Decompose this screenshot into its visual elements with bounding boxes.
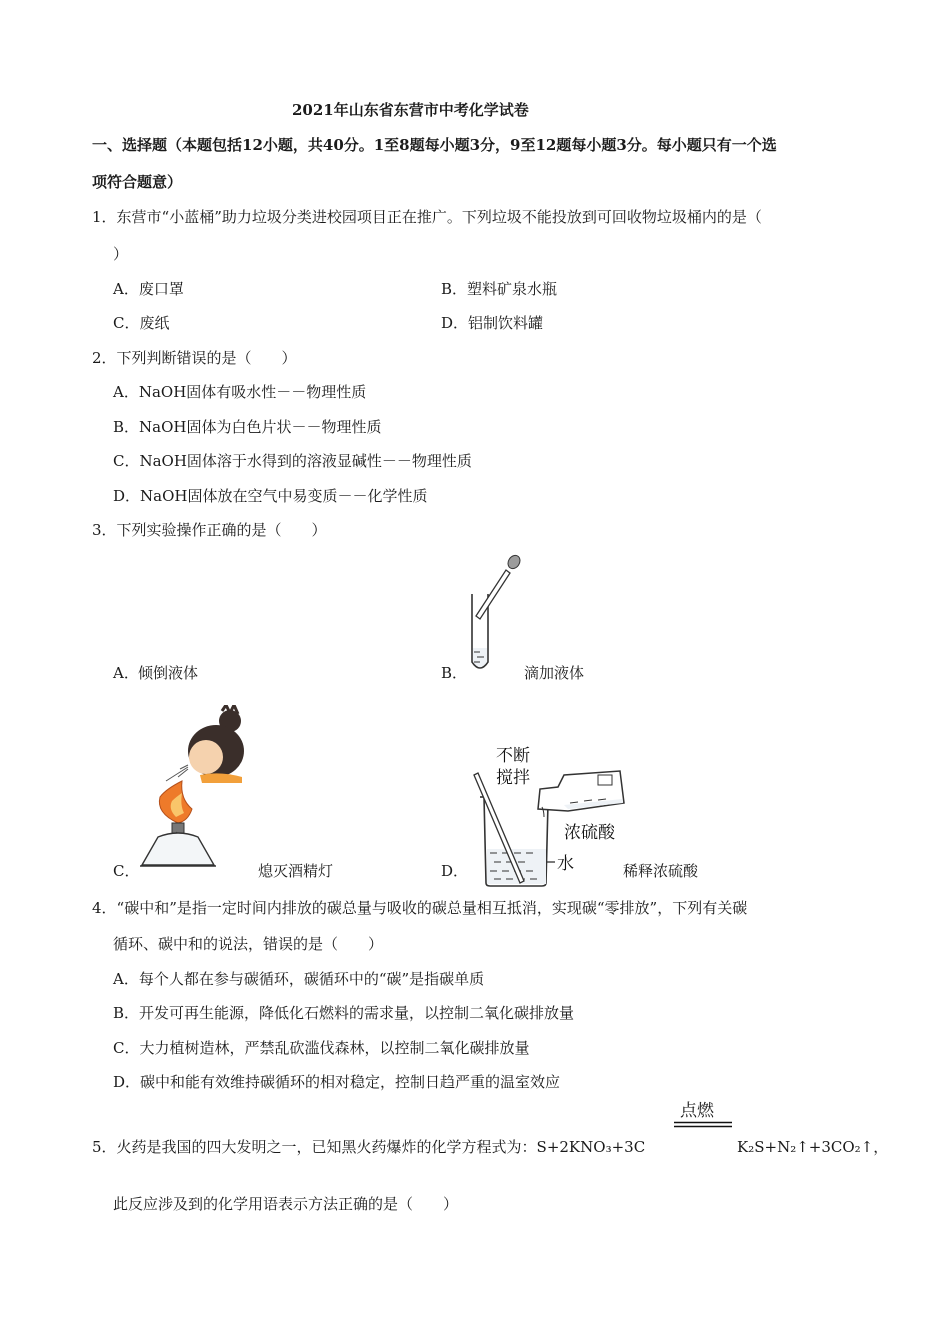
q4-option-c: C．大力植树造林，严禁乱砍滥伐森林，以控制二氧化碳排放量 [113,1039,530,1057]
q3-option-d-text: 稀释浓硫酸 [623,862,699,880]
dropper-test-tube-figure [462,552,542,677]
water-label: 水 [557,854,574,874]
q2-option-d: D．NaOH固体放在空气中易变质－－化学性质 [113,487,428,505]
q3-option-b-text: 滴加液体 [524,664,585,682]
stir-label-1: 不断 [496,746,530,766]
section-heading: 一、选择题（本题包括12小题，共40分。1至8题每小题3分，9至12题每小题3分。每小题只有一个选 [92,136,777,154]
acid-label: 浓硫酸 [564,823,615,843]
q1-option-a: A．废口罩 [113,280,184,298]
q4-option-b: B．开发可再生能源，降低化石燃料的需求量，以控制二氧化碳排放量 [113,1004,575,1022]
q1-stem-cont: ） [113,245,129,263]
q5-equation-products: K₂S+N₂↑+3CO₂↑， [737,1138,889,1156]
q3-option-a-text: 倾倒液体 [138,664,199,682]
q1-option-c: C．废纸 [113,314,170,332]
q2-option-b: B．NaOH固体为白色片状－－物理性质 [113,418,382,436]
q4-stem-cont: 循环、碳中和的说法，错误的是（ ） [113,935,384,953]
q3-option-c-label: C． [113,862,140,880]
reaction-condition: 点燃 [680,1101,714,1121]
equals-sign-figure [674,1121,734,1129]
q2-option-a: A．NaOH固体有吸水性－－物理性质 [113,383,367,401]
dilute-sulfuric-acid-figure [460,745,640,890]
q3-option-b-label: B． [441,664,468,682]
q3-option-d-label: D． [441,862,469,880]
q2-stem: 2．下列判断错误的是（ ） [92,349,297,367]
q5-stem: 5．火药是我国的四大发明之一，已知黑火药爆炸的化学方程式为：S+2KNO₃+3C [92,1138,646,1156]
q4-stem: 4．“碳中和”是指一定时间内排放的碳总量与吸收的碳总量相互抵消，实现碳“零排放”，下列有关碳 [92,899,748,917]
q2-option-c: C．NaOH固体溶于水得到的溶液显碱性－－物理性质 [113,452,472,470]
q3-stem: 3．下列实验操作正确的是（ ） [92,521,327,539]
q1-option-b: B．塑料矿泉水瓶 [441,280,558,298]
q4-option-a: A．每个人都在参与碳循环，碳循环中的“碳”是指碳单质 [113,970,485,988]
section-heading-cont: 项符合题意） [92,173,183,191]
q1-option-d: D．铝制饮料罐 [441,314,544,332]
stir-label-2: 搅拌 [496,768,530,788]
page-title: 2021年山东省东营市中考化学试卷 [292,101,529,119]
blow-out-lamp-figure [130,705,260,875]
q4-option-d: D．碳中和能有效维持碳循环的相对稳定，控制日趋严重的温室效应 [113,1073,561,1091]
q3-option-a-label: A． [113,664,139,682]
q5-stem-cont: 此反应涉及到的化学用语表示方法正确的是（ ） [113,1195,459,1213]
q3-option-c-text: 熄灭酒精灯 [258,862,334,880]
q1-stem: 1．东营市“小蓝桶”助力垃圾分类进校园项目正在推广。下列垃圾不能投放到可回收物垃圾桶内的是（ [92,208,762,226]
